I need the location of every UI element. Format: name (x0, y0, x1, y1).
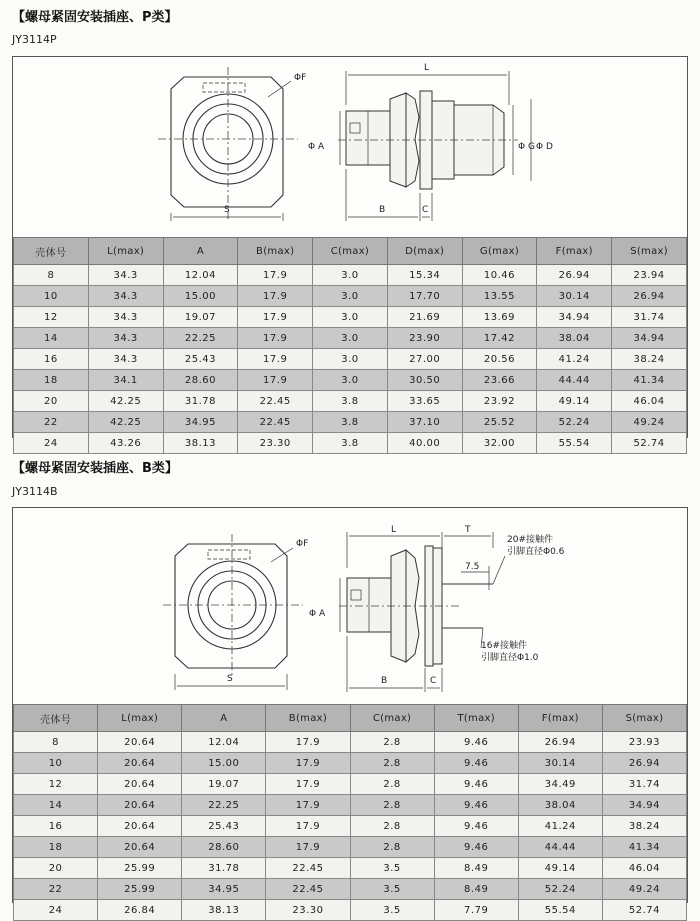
table-cell: 23.30 (266, 900, 350, 921)
flange-outline (171, 77, 283, 207)
table-cell: 7.79 (434, 900, 518, 921)
table-row (14, 837, 687, 858)
shell-size-cell: 12 (14, 307, 89, 328)
table-cell: 41.24 (518, 816, 602, 837)
table-cell: 30.14 (537, 286, 612, 307)
table-cell: 3.0 (313, 307, 388, 328)
table-cell: 17.9 (266, 795, 350, 816)
table-cell: 22.45 (266, 858, 350, 879)
table-cell: 38.04 (537, 328, 612, 349)
table-cell: 17.9 (238, 349, 313, 370)
table-row (14, 370, 687, 391)
table-cell: 9.46 (434, 753, 518, 774)
label-phi-g-p: Φ G (518, 142, 535, 152)
table-cell: 2.8 (350, 732, 434, 753)
table-cell: 38.24 (612, 349, 687, 370)
table-cell: 9.46 (434, 732, 518, 753)
section-frame-p (12, 56, 688, 449)
table-row (14, 858, 687, 879)
table-cell: 32.00 (462, 433, 537, 454)
table-cell: 37.10 (387, 412, 462, 433)
table-cell: 25.52 (462, 412, 537, 433)
table-cell: 34.95 (182, 879, 266, 900)
table-cell: 9.46 (434, 837, 518, 858)
table-cell: 3.0 (313, 349, 388, 370)
table-cell: 52.74 (602, 900, 686, 921)
table-cell: 12.04 (182, 732, 266, 753)
table-cell: 17.9 (238, 307, 313, 328)
table-row (14, 307, 687, 328)
shell-size-cell: 22 (14, 412, 89, 433)
shell-size-cell: 18 (14, 837, 98, 858)
col-header: A (182, 705, 266, 732)
table-cell: 2.8 (350, 816, 434, 837)
table-cell: 44.44 (518, 837, 602, 858)
table-cell: 22.45 (238, 391, 313, 412)
label-l-b: L (391, 525, 397, 535)
table-cell: 9.46 (434, 816, 518, 837)
table-row (14, 774, 687, 795)
table-row (14, 753, 687, 774)
shell-size-cell: 12 (14, 774, 98, 795)
table-cell: 23.30 (238, 433, 313, 454)
table-cell: 19.07 (182, 774, 266, 795)
table-cell: 31.78 (182, 858, 266, 879)
table-cell: 9.46 (434, 774, 518, 795)
col-header: G(max) (462, 238, 537, 265)
table-cell: 20.64 (98, 774, 182, 795)
table-cell: 40.00 (387, 433, 462, 454)
table-cell: 28.60 (163, 370, 238, 391)
table-cell: 52.74 (612, 433, 687, 454)
col-header: D(max) (387, 238, 462, 265)
table-cell: 52.24 (537, 412, 612, 433)
shell-size-cell: 16 (14, 816, 98, 837)
table-cell: 17.9 (238, 286, 313, 307)
phi-f-leader (268, 81, 291, 97)
shell-size-cell: 22 (14, 879, 98, 900)
shell-size-cell: 20 (14, 858, 98, 879)
table-row (14, 286, 687, 307)
table-cell: 23.93 (602, 732, 686, 753)
col-header: S(max) (612, 238, 687, 265)
col-header: C(max) (350, 705, 434, 732)
table-row (14, 795, 687, 816)
table-cell: 34.3 (88, 328, 163, 349)
table-cell: 15.00 (182, 753, 266, 774)
label-dim-75: 7.5 (465, 562, 480, 572)
table-cell: 34.1 (88, 370, 163, 391)
table-cell: 27.00 (387, 349, 462, 370)
table-cell: 26.94 (612, 286, 687, 307)
col-header: 壳体号 (14, 238, 89, 265)
table-cell: 3.0 (313, 265, 388, 286)
table-cell: 17.42 (462, 328, 537, 349)
section-title-b: 【螺母紧固安装插座、B类】 (12, 461, 178, 476)
table-cell: 23.90 (387, 328, 462, 349)
side-view-p (338, 71, 531, 221)
table-cell: 26.94 (518, 732, 602, 753)
table-cell: 41.34 (612, 370, 687, 391)
table-cell: 20.64 (98, 816, 182, 837)
table-cell: 3.8 (313, 391, 388, 412)
side-view-b (339, 532, 505, 692)
table-cell: 46.04 (602, 858, 686, 879)
table-cell: 34.49 (518, 774, 602, 795)
table-cell: 17.9 (238, 265, 313, 286)
table-row (14, 265, 687, 286)
table-cell: 17.9 (266, 774, 350, 795)
table-cell: 25.99 (98, 879, 182, 900)
table-cell: 10.46 (462, 265, 537, 286)
table-cell: 34.3 (88, 265, 163, 286)
table-cell: 42.25 (88, 412, 163, 433)
table-row (14, 349, 687, 370)
label-c-b: C (430, 676, 437, 686)
table-cell: 25.99 (98, 858, 182, 879)
table-cell: 22.45 (266, 879, 350, 900)
table-cell: 3.5 (350, 900, 434, 921)
section-frame-b (12, 507, 688, 916)
table-cell: 15.34 (387, 265, 462, 286)
note1-leader (493, 556, 505, 584)
spec-table-p (13, 237, 687, 454)
table-cell: 3.5 (350, 858, 434, 879)
table-cell: 25.43 (182, 816, 266, 837)
table-cell: 3.8 (313, 433, 388, 454)
label-s-b: S (227, 674, 233, 684)
label-c-p: C (422, 205, 429, 215)
table-cell: 41.24 (537, 349, 612, 370)
table-cell: 34.94 (537, 307, 612, 328)
label-phi-f-b: ΦF (296, 539, 309, 549)
table-header-row (14, 705, 687, 732)
table-cell: 49.14 (518, 858, 602, 879)
table-cell: 17.9 (266, 816, 350, 837)
table-cell: 38.13 (163, 433, 238, 454)
shell-size-cell: 14 (14, 795, 98, 816)
table-cell: 38.13 (182, 900, 266, 921)
table-cell: 22.45 (238, 412, 313, 433)
note-16-pin-diameter: 引脚直径Φ1.0 (481, 653, 539, 663)
table-cell: 21.69 (387, 307, 462, 328)
table-cell: 26.84 (98, 900, 182, 921)
table-cell: 44.44 (537, 370, 612, 391)
table-header-row (14, 238, 687, 265)
col-header: A (163, 238, 238, 265)
table-cell: 3.5 (350, 879, 434, 900)
key-slot (203, 83, 245, 92)
label-b-p: B (379, 205, 386, 215)
table-cell: 9.46 (434, 795, 518, 816)
label-b-b: B (381, 676, 388, 686)
technical-drawing-p (13, 57, 687, 237)
label-l-p: L (424, 63, 430, 73)
table-cell: 34.3 (88, 307, 163, 328)
phi-f-leader (271, 548, 293, 562)
shell-size-cell: 8 (14, 732, 98, 753)
table-cell: 3.8 (313, 412, 388, 433)
shell-size-cell: 24 (14, 900, 98, 921)
col-header: B(max) (238, 238, 313, 265)
table-row (14, 412, 687, 433)
table-row (14, 433, 687, 454)
col-header: L(max) (98, 705, 182, 732)
table-cell: 25.43 (163, 349, 238, 370)
col-header: B(max) (266, 705, 350, 732)
table-cell: 31.78 (163, 391, 238, 412)
table-cell: 30.50 (387, 370, 462, 391)
table-cell: 3.0 (313, 370, 388, 391)
col-header: F(max) (518, 705, 602, 732)
table-cell: 2.8 (350, 795, 434, 816)
table-row (14, 732, 687, 753)
table-cell: 13.55 (462, 286, 537, 307)
model-code-p: JY3114P (12, 33, 57, 46)
table-cell: 26.94 (537, 265, 612, 286)
table-cell: 23.92 (462, 391, 537, 412)
table-cell: 22.25 (182, 795, 266, 816)
table-cell: 19.07 (163, 307, 238, 328)
table-cell: 34.95 (163, 412, 238, 433)
table-cell: 49.24 (612, 412, 687, 433)
table-cell: 46.04 (612, 391, 687, 412)
col-header: T(max) (434, 705, 518, 732)
col-header: F(max) (537, 238, 612, 265)
table-row (14, 391, 687, 412)
shell-size-cell: 10 (14, 753, 98, 774)
table-cell: 20.64 (98, 795, 182, 816)
shell-size-cell: 24 (14, 433, 89, 454)
table-cell: 20.56 (462, 349, 537, 370)
label-t-b: T (465, 525, 471, 535)
note-16-contact: 16#接触件 (481, 641, 527, 651)
front-view-p (158, 67, 298, 221)
table-cell: 41.34 (602, 837, 686, 858)
label-phi-a-b: Φ A (309, 609, 326, 619)
table-cell: 34.3 (88, 349, 163, 370)
table-cell: 17.70 (387, 286, 462, 307)
shell-size-cell: 8 (14, 265, 89, 286)
front-view-b (163, 534, 303, 690)
shell-size-cell: 16 (14, 349, 89, 370)
table-cell: 28.60 (182, 837, 266, 858)
table-cell: 34.3 (88, 286, 163, 307)
shell-size-cell: 20 (14, 391, 89, 412)
table-cell: 33.65 (387, 391, 462, 412)
table-cell: 2.8 (350, 774, 434, 795)
table-cell: 2.8 (350, 837, 434, 858)
table-cell: 20.64 (98, 732, 182, 753)
table-cell: 34.94 (612, 328, 687, 349)
table-cell: 3.0 (313, 328, 388, 349)
table-row (14, 328, 687, 349)
table-cell: 52.24 (518, 879, 602, 900)
label-phi-a-p: Φ A (308, 142, 325, 152)
table-cell: 43.26 (88, 433, 163, 454)
table-cell: 15.00 (163, 286, 238, 307)
label-phi-f-p: ΦF (294, 73, 307, 83)
table-cell: 34.94 (602, 795, 686, 816)
table-cell: 49.14 (537, 391, 612, 412)
table-cell: 17.9 (266, 837, 350, 858)
shell-size-cell: 18 (14, 370, 89, 391)
table-cell: 55.54 (518, 900, 602, 921)
label-s-p: S (224, 205, 230, 215)
table-row (14, 816, 687, 837)
table-cell: 2.8 (350, 753, 434, 774)
table-cell: 13.69 (462, 307, 537, 328)
table-cell: 26.94 (602, 753, 686, 774)
table-cell: 20.64 (98, 753, 182, 774)
table-cell: 17.9 (238, 328, 313, 349)
table-cell: 42.25 (88, 391, 163, 412)
table-cell: 20.64 (98, 837, 182, 858)
table-cell: 17.9 (238, 370, 313, 391)
table-cell: 23.94 (612, 265, 687, 286)
shell-size-cell: 14 (14, 328, 89, 349)
table-cell: 3.0 (313, 286, 388, 307)
table-row (14, 900, 687, 921)
col-header: L(max) (88, 238, 163, 265)
table-cell: 17.9 (266, 732, 350, 753)
table-cell: 55.54 (537, 433, 612, 454)
table-cell: 12.04 (163, 265, 238, 286)
technical-drawing-b (13, 508, 687, 704)
table-cell: 8.49 (434, 858, 518, 879)
col-header: 壳体号 (14, 705, 98, 732)
table-cell: 38.24 (602, 816, 686, 837)
spec-table-b (13, 704, 687, 921)
section-title-p: 【螺母紧固安装插座、P类】 (12, 10, 178, 25)
col-header: S(max) (602, 705, 686, 732)
table-cell: 17.9 (266, 753, 350, 774)
shell-size-cell: 10 (14, 286, 89, 307)
note-20-pin-diameter: 引脚直径Φ0.6 (507, 547, 565, 557)
table-cell: 38.04 (518, 795, 602, 816)
table-cell: 31.74 (602, 774, 686, 795)
key-slot (208, 550, 250, 559)
col-header: C(max) (313, 238, 388, 265)
model-code-b: JY3114B (12, 485, 58, 498)
note-20-contact: 20#接触件 (507, 535, 553, 545)
label-phi-d-p: Φ D (536, 142, 553, 152)
table-cell: 30.14 (518, 753, 602, 774)
table-cell: 22.25 (163, 328, 238, 349)
table-cell: 49.24 (602, 879, 686, 900)
table-cell: 23.66 (462, 370, 537, 391)
table-cell: 31.74 (612, 307, 687, 328)
table-row (14, 879, 687, 900)
table-cell: 8.49 (434, 879, 518, 900)
